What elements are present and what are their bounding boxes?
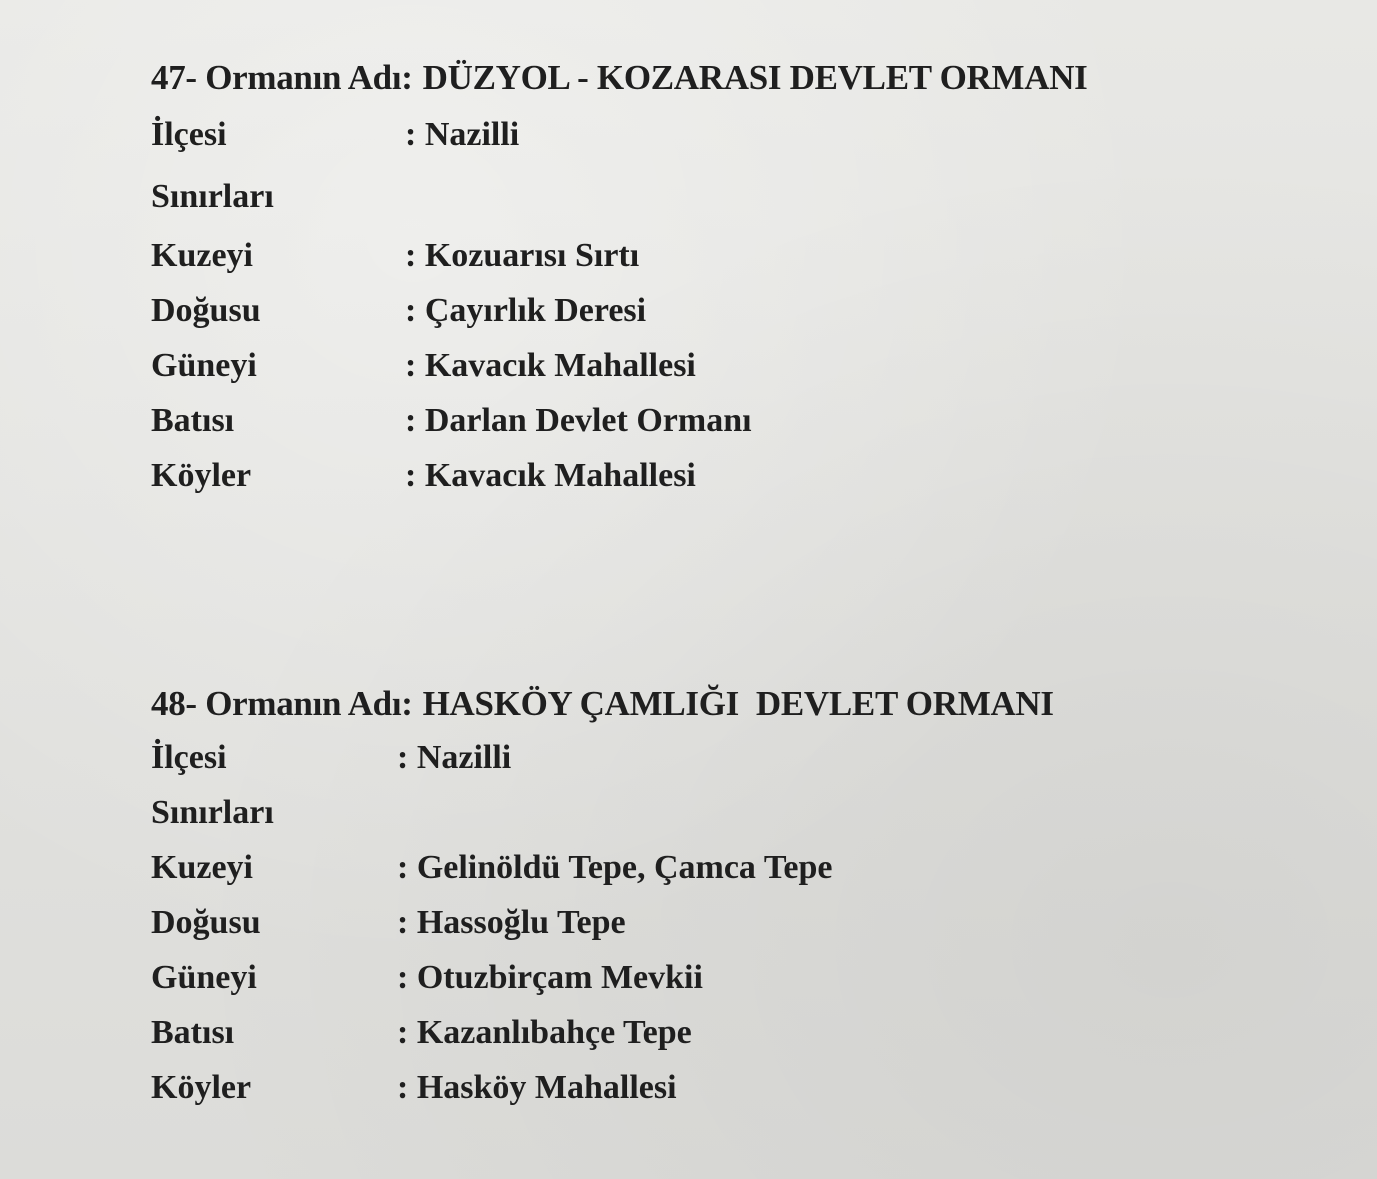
north-label: Kuzeyi xyxy=(151,236,253,274)
villages-value: : Kavacık Mahallesi xyxy=(401,457,696,495)
west-border-row xyxy=(151,1005,1211,1060)
north-border-row xyxy=(151,228,1211,283)
forest-entry-48 xyxy=(151,678,1211,1115)
south-value: : Otuzbirçam Mevkii xyxy=(393,959,703,997)
east-border-row xyxy=(151,895,1211,950)
east-value: : Hassoğlu Tepe xyxy=(393,904,626,942)
villages-label: Köyler xyxy=(151,456,252,494)
east-value: : Çayırlık Deresi xyxy=(401,292,646,330)
forest-title xyxy=(151,52,1211,104)
district-value: : Nazilli xyxy=(393,739,511,777)
north-value: : Kozuarısı Sırtı xyxy=(401,237,639,275)
south-border-row xyxy=(151,950,1211,1005)
north-value: : Gelinöldü Tepe, Çamca Tepe xyxy=(393,849,832,887)
villages-row xyxy=(151,1060,1211,1115)
villages-label: Köyler xyxy=(151,1068,252,1106)
district-row xyxy=(151,104,1211,166)
west-border-row xyxy=(151,393,1211,448)
east-label: Doğusu xyxy=(151,291,261,329)
villages-value: : Hasköy Mahallesi xyxy=(393,1069,677,1107)
north-label: Kuzeyi xyxy=(151,848,253,886)
south-label: Güneyi xyxy=(151,346,257,384)
borders-heading-row xyxy=(151,166,1211,228)
district-label: İlçesi xyxy=(151,116,227,153)
borders-heading-row xyxy=(151,785,1211,840)
south-value: : Kavacık Mahallesi xyxy=(401,347,696,385)
borders-heading: Sınırları xyxy=(151,793,274,831)
forest-entry-47 xyxy=(151,52,1211,503)
district-value: : Nazilli xyxy=(401,116,519,154)
forest-number-label: 47- Ormanın Adı: xyxy=(151,58,413,97)
district-row xyxy=(151,730,1211,785)
villages-row xyxy=(151,448,1211,503)
forest-name: DÜZYOL - KOZARASI DEVLET ORMANI xyxy=(422,58,1088,97)
west-value: : Kazanlıbahçe Tepe xyxy=(393,1014,692,1052)
west-value: : Darlan Devlet Ormanı xyxy=(401,402,752,440)
east-border-row xyxy=(151,283,1211,338)
north-border-row xyxy=(151,840,1211,895)
borders-heading: Sınırları xyxy=(151,178,274,215)
west-label: Batısı xyxy=(151,1013,235,1051)
west-label: Batısı xyxy=(151,401,235,439)
south-border-row xyxy=(151,338,1211,393)
south-label: Güneyi xyxy=(151,958,257,996)
forest-title xyxy=(151,678,1211,730)
east-label: Doğusu xyxy=(151,903,261,941)
forest-name: HASKÖY ÇAMLIĞI DEVLET ORMANI xyxy=(422,684,1054,723)
forest-number-label: 48- Ormanın Adı: xyxy=(151,684,413,723)
district-label: İlçesi xyxy=(151,738,227,776)
